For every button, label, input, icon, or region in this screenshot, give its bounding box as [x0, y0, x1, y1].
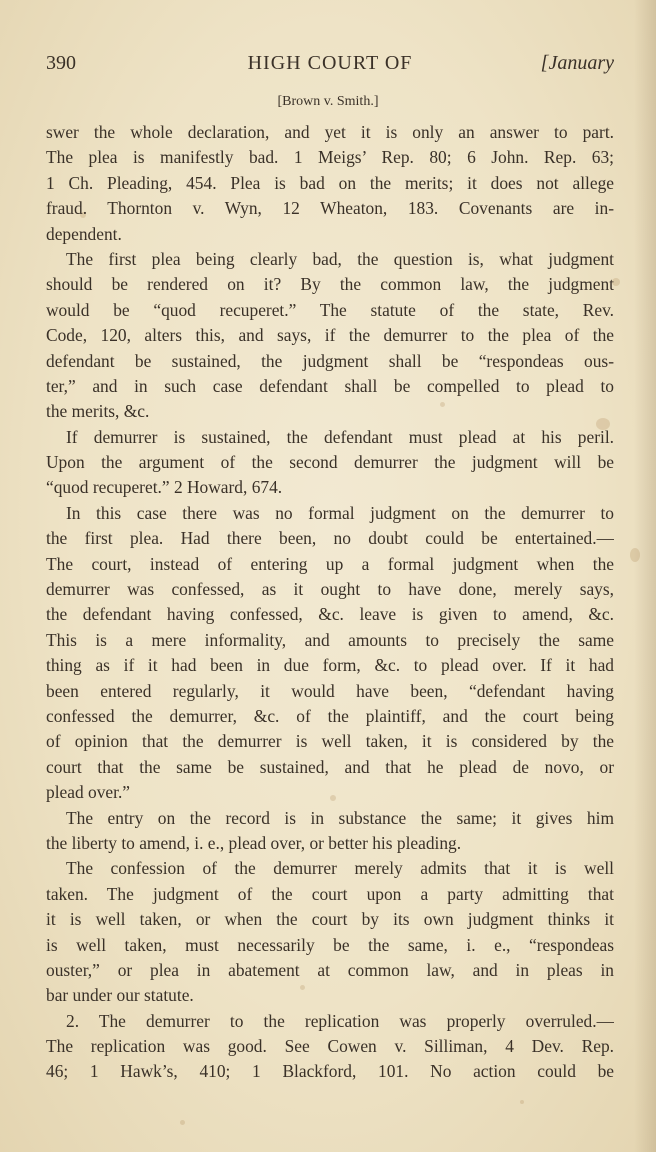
- text-line: bar under our statute.: [46, 985, 194, 1006]
- text-line: defendant be sustained, the judgment shall be “respondeas ous-: [46, 350, 614, 371]
- text-line: it is well taken, or when the court by its own judgment thinks it: [46, 909, 614, 930]
- text-line: taken. The judgment of the court upon a party admitting that: [46, 883, 614, 904]
- text-line: would be “quod recuperet.” The statute of the state, Rev.: [46, 299, 614, 320]
- page-gutter-shadow: [634, 0, 656, 1152]
- foxing-spot: [180, 1120, 185, 1125]
- running-month: [January: [540, 52, 614, 74]
- text-line: of opinion that the demurrer is well taken, it is considered by the: [46, 731, 614, 752]
- text-line: The first plea being clearly bad, the question is, what judgment: [66, 248, 614, 269]
- text-line: ouster,” or plea in abatement at common law, and in pleas in: [46, 959, 614, 980]
- text-line: If demurrer is sustained, the defendant must plead at his peril.: [66, 426, 614, 447]
- page-number: 390: [46, 52, 76, 74]
- text-line: 46; 1 Hawk’s, 410; 1 Blackford, 101. No action could be: [46, 1061, 614, 1082]
- text-line: is well taken, must necessarily be the same, i. e., “respondeas: [46, 934, 614, 955]
- text-line: Code, 120, alters this, and says, if the demurrer to the plea of the: [46, 325, 614, 346]
- text-line: ter,” and in such case defendant shall be compelled to plead to: [46, 375, 614, 396]
- text-line: the defendant having confessed, &c. leave is given to amend, &c.: [46, 604, 614, 625]
- text-line: The court, instead of entering up a formal judgment when the: [46, 553, 614, 574]
- text-line: In this case there was no formal judgment on the demurrer to: [66, 502, 614, 523]
- text-line: The plea is manifestly bad. 1 Meigs’ Rep. 80; 6 John. Rep. 63;: [46, 147, 614, 168]
- text-line: dependent.: [46, 223, 122, 244]
- case-caption: [Brown v. Smith.]: [277, 94, 379, 109]
- running-header: [46, 52, 614, 82]
- text-line: confessed the demurrer, &c. of the plaintiff, and the court being: [46, 705, 614, 726]
- text-line: demurrer was confessed, as it ought to have done, merely says,: [46, 579, 614, 600]
- text-line: thing as if it had been in due form, &c. to plead over. If it had: [46, 655, 614, 676]
- text-line: the first plea. Had there been, no doubt could be entertained.—: [46, 528, 614, 549]
- text-line: The replication was good. See Cowen v. Silliman, 4 Dev. Rep.: [46, 1036, 614, 1057]
- text-line: the liberty to amend, i. e., plead over, or better his pleading.: [46, 832, 462, 853]
- text-line: Upon the argument of the second demurrer the judgment will be: [46, 452, 614, 473]
- text-line: plead over.”: [46, 782, 131, 803]
- text-line: swer the whole declaration, and yet it is only an answer to part.: [46, 122, 614, 142]
- foxing-spot: [520, 1100, 524, 1104]
- text-line: This is a mere informality, and amounts to precisely the same: [46, 629, 614, 650]
- text-line: The entry on the record is in substance the same; it gives him: [66, 807, 614, 828]
- text-line: court that the same be sustained, and that he plead de novo, or: [46, 756, 614, 777]
- foxing-spot: [630, 548, 640, 562]
- running-title: HIGH COURT OF: [247, 52, 413, 74]
- text-line: the merits, &c.: [46, 401, 150, 422]
- text-line: been entered regularly, it would have been, “defendant having: [46, 680, 614, 701]
- text-line: fraud. Thornton v. Wyn, 12 Wheaton, 183. Covenants are in-: [46, 198, 614, 219]
- text-line: 2. The demurrer to the replication was properly overruled.—: [66, 1010, 614, 1031]
- text-line: The confession of the demurrer merely admits that it is well: [66, 858, 614, 879]
- text-line: “quod recuperet.” 2 Howard, 674.: [46, 477, 283, 498]
- text-line: should be rendered on it? By the common law, the judgment: [46, 274, 614, 295]
- body-text: [46, 120, 614, 1085]
- text-line: 1 Ch. Pleading, 454. Plea is bad on the merits; it does not allege: [46, 172, 614, 193]
